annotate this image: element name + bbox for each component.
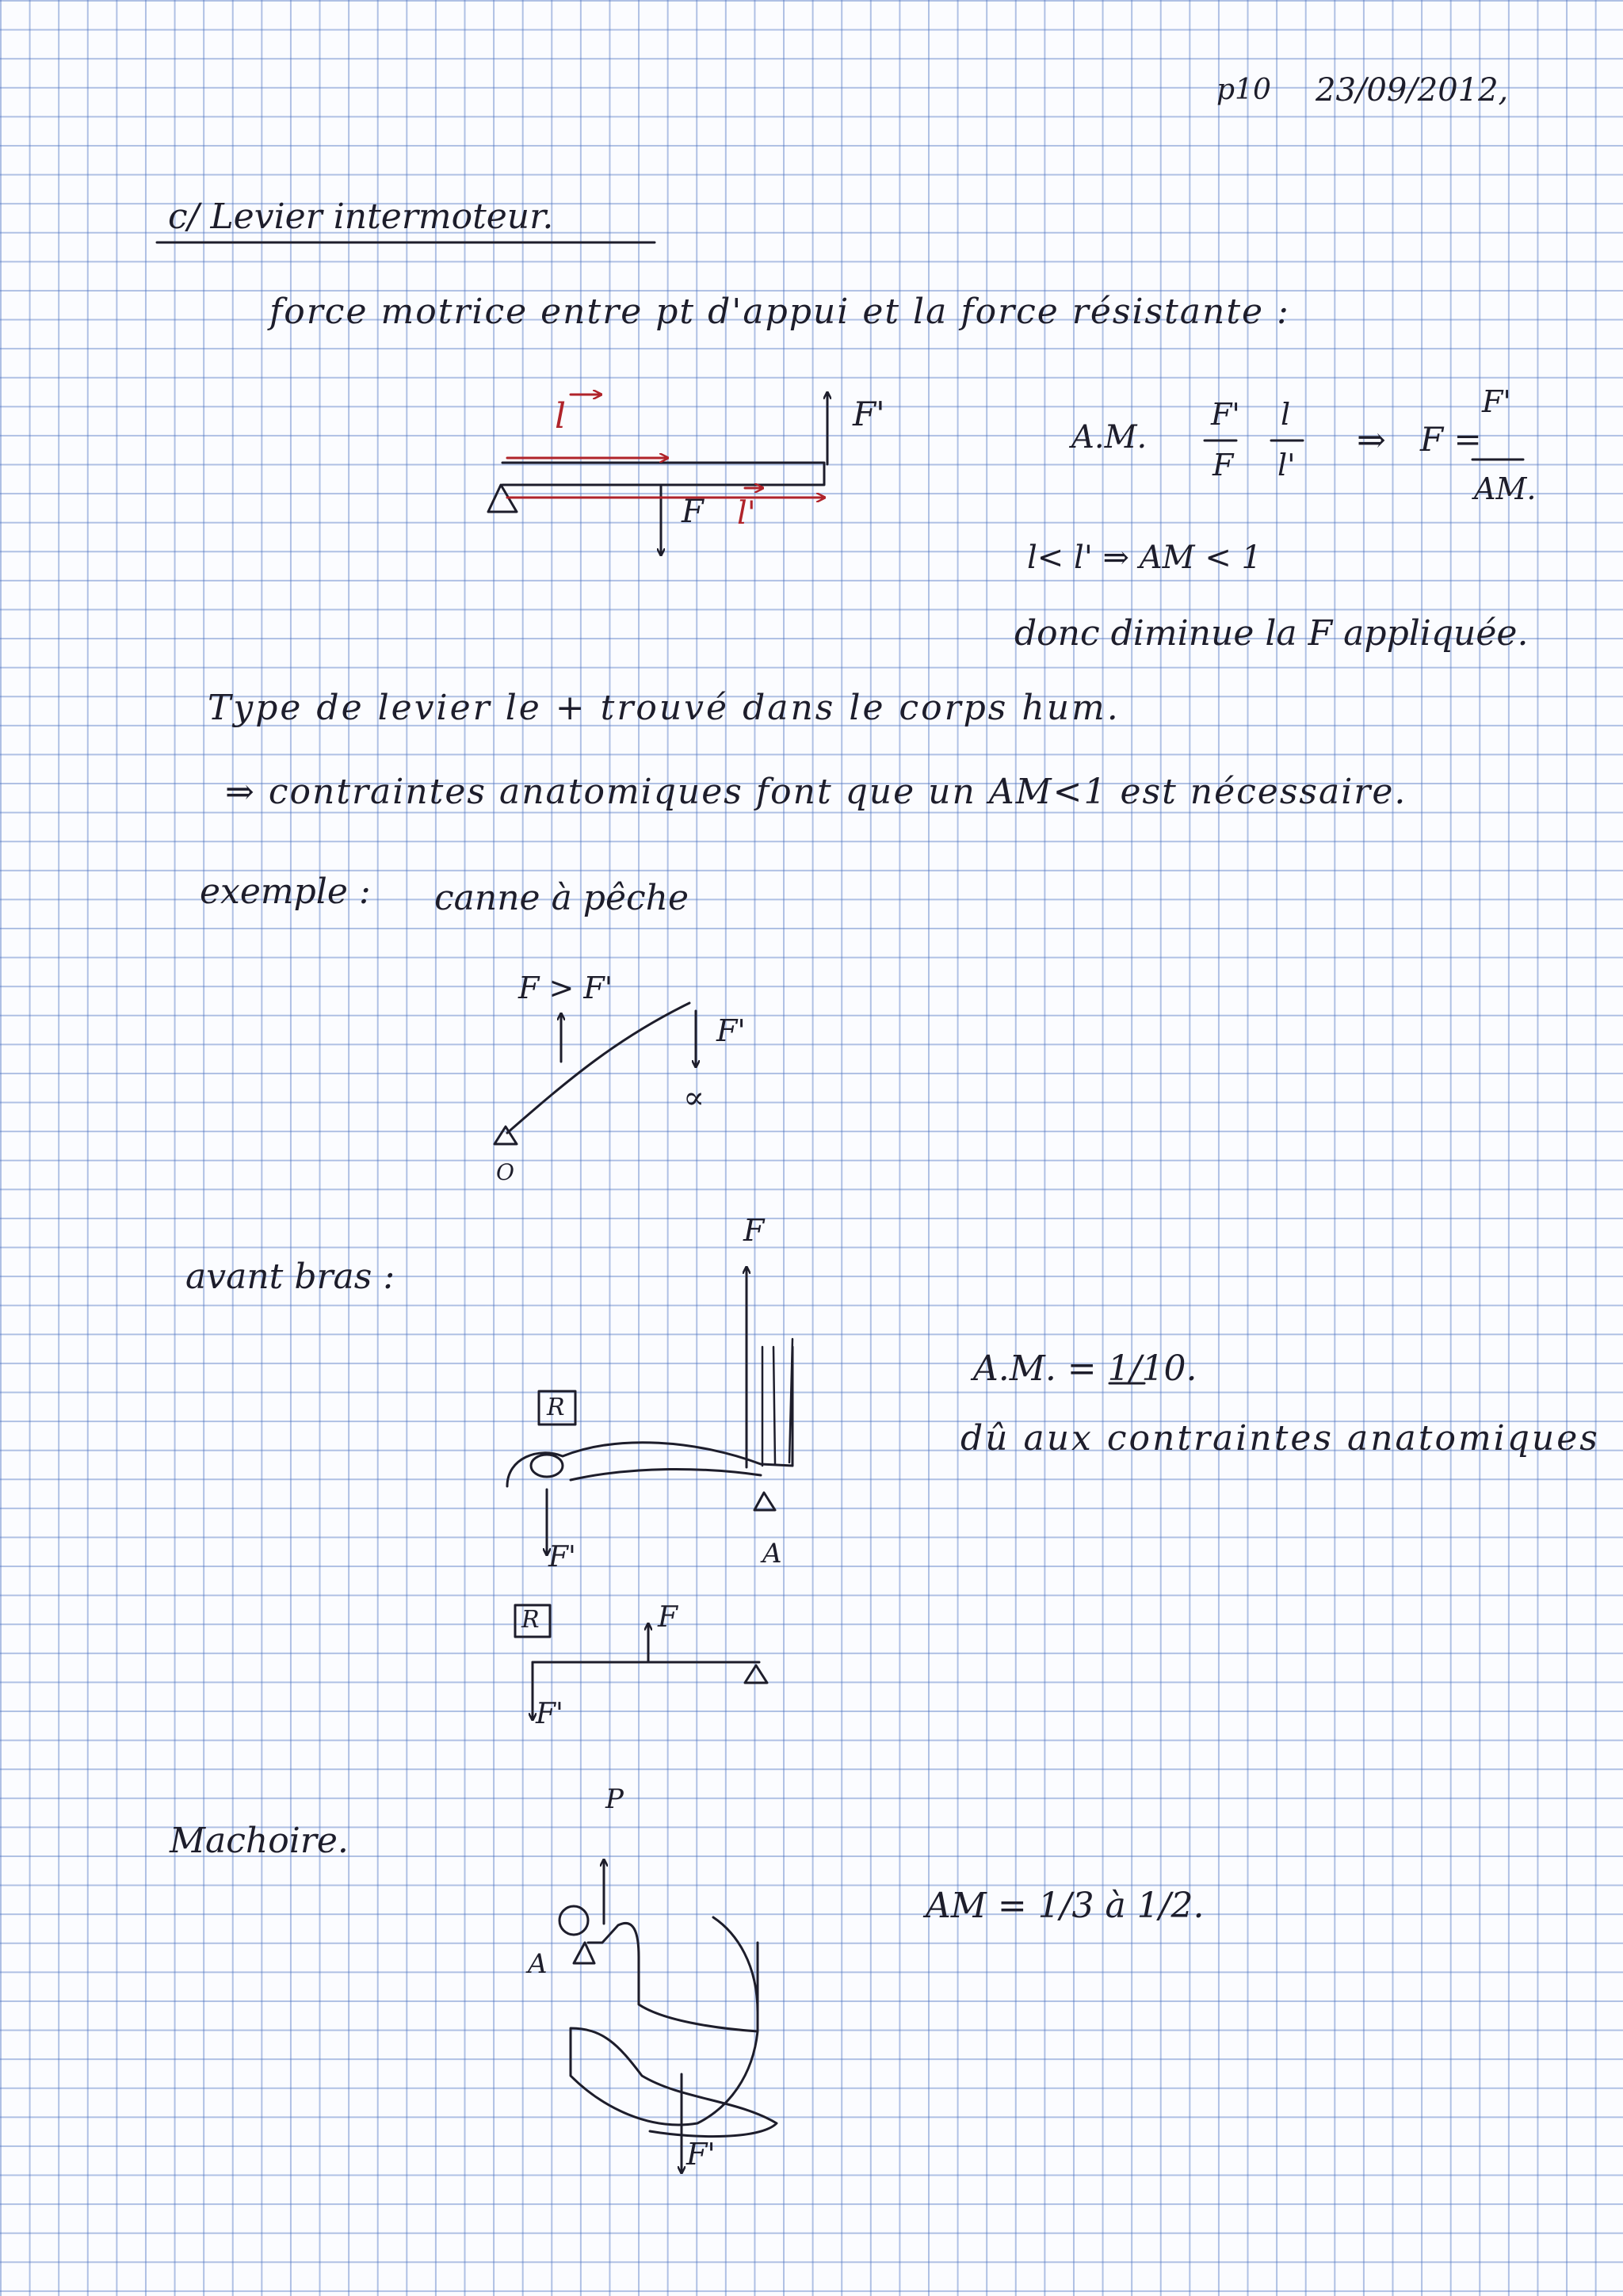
- fulcrum-icon-lever: [745, 1665, 767, 1683]
- formula-implies: ⇒: [1357, 420, 1386, 460]
- formula-eq2-den: l': [1277, 448, 1296, 482]
- label-force-compare: F > F': [518, 971, 613, 1005]
- label-F-top: F: [743, 1213, 765, 1248]
- formula-conclusion: donc diminue la F appliquée.: [1014, 613, 1529, 654]
- page-number: p10: [1216, 74, 1271, 106]
- formula-eq1-den: F: [1212, 448, 1234, 482]
- am-forearm: A.M. = 1/10.: [973, 1348, 1197, 1389]
- formula-condition: l< l' ⇒ AM < 1: [1027, 540, 1262, 576]
- jaw-label: Machoire.: [170, 1821, 349, 1861]
- formula-rhs-num: F': [1482, 384, 1511, 419]
- label-F: F: [682, 494, 704, 530]
- section-title: c/ Levier intermoteur.: [168, 196, 554, 237]
- fulcrum-icon-rod: [495, 1127, 517, 1144]
- label-A-jaw: A: [528, 1948, 548, 1980]
- label-F-prime: F': [853, 395, 885, 433]
- box-R-lower-frame: [515, 1605, 550, 1637]
- forearm-bone: [507, 1347, 792, 1486]
- label-l-vector: l: [555, 396, 567, 437]
- formula-rhs-den: AM.: [1474, 471, 1537, 506]
- intro-definition: force motrice entre pt d'appui et la force résistante :: [269, 292, 1290, 332]
- formula-eq1-num: F': [1211, 397, 1240, 432]
- reason-text: dû aux contraintes anatomiques: [960, 1418, 1600, 1459]
- formula-am: A.M.: [1071, 419, 1148, 456]
- forearm-label: avant bras :: [185, 1257, 395, 1297]
- label-F-lower: F: [658, 1601, 678, 1634]
- example-title: canne à pêche: [434, 878, 689, 918]
- label-l-prime: l': [737, 495, 756, 532]
- fishing-rod: [507, 1003, 689, 1133]
- label-F-prime-rod: F': [716, 1013, 746, 1048]
- page-date: 23/09/2012,: [1316, 72, 1509, 109]
- label-P: P: [605, 1783, 624, 1815]
- box-R-upper: R: [547, 1394, 565, 1421]
- formula-rhs-prefix: F =: [1420, 420, 1482, 459]
- formula-eq2-num: l: [1281, 397, 1291, 432]
- label-fish: ∝: [683, 1080, 705, 1116]
- lever-beam: [502, 463, 824, 485]
- label-O: O: [496, 1159, 514, 1185]
- label-A-forearm: A: [762, 1538, 782, 1569]
- example-label: exemple :: [200, 871, 371, 912]
- label-F-prime-lower: F': [536, 1698, 563, 1730]
- fulcrum-icon-forearm: [754, 1493, 775, 1510]
- am-jaw: AM = 1/3 à 1/2.: [926, 1886, 1205, 1926]
- box-R-upper-frame: [539, 1391, 575, 1425]
- box-R-lower: R: [521, 1606, 540, 1634]
- body-line-2: ⇒ contraintes anatomiques font que un AM<1 est nécessaire.: [225, 772, 1407, 812]
- body-line-1: Type de levier le + trouvé dans le corps hum.: [208, 688, 1121, 728]
- fulcrum-icon-jaw: [574, 1943, 594, 1963]
- label-F-prime-upper: F': [548, 1541, 576, 1573]
- label-F-prime-jaw: F': [686, 2137, 716, 2172]
